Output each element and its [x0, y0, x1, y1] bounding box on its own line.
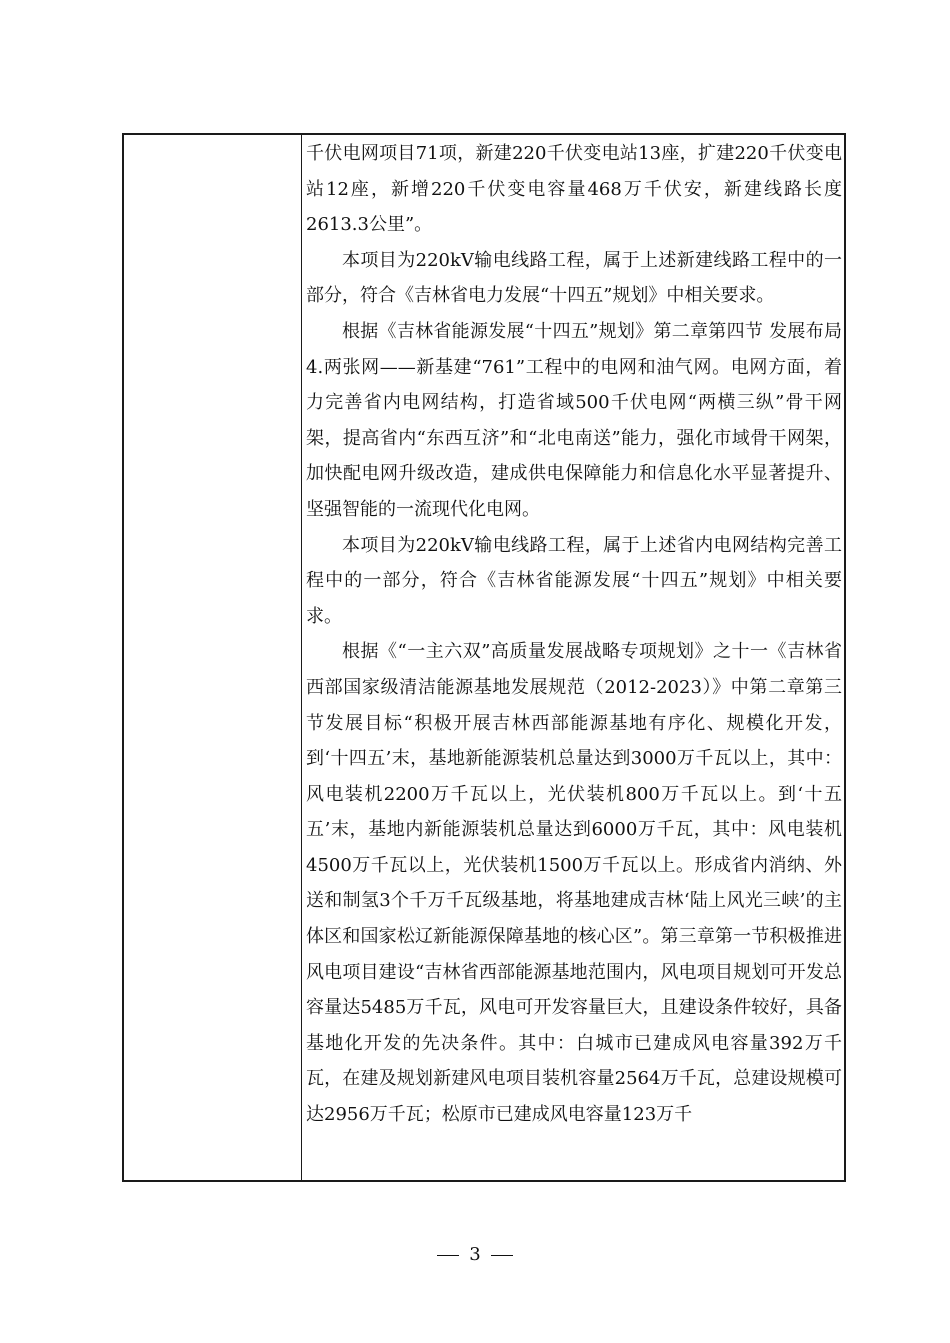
table-content-cell [306, 135, 842, 1180]
table-left-cell [124, 135, 301, 1180]
paragraph-continuation: 千伏电网项目71项，新建220千伏变电站13座，扩建220千伏变电站12座，新增220千伏变电容量468万千伏安，新建线路长度2613.3公里”。 [306, 143, 842, 236]
page-footer [0, 1244, 950, 1265]
document-table [122, 133, 846, 1182]
paragraph-energy-plan-reference: 根据《吉林省能源发展“十四五”规划》第二章第四节 发展布局 4.两张网——新基建“761”工程中的电网和油气网。电网方面，着力完善省内电网结构，打造省域500千伏电网“两横三纵”骨干网架，提高省内“东西互济”和“北电南送”能力，强化市域骨干网架，加快配电网升级改造，建成供电保障能力和信息化水平显著提升、坚强智能的一流现代化电网。 [306, 320, 842, 520]
page-number: 3 [469, 1244, 481, 1265]
paragraph-project-energy-plan: 本项目为220kV输电线路工程，属于上述省内电网结构完善工程中的一部分，符合《吉林省能源发展“十四五”规划》中相关要求。 [306, 534, 842, 627]
paragraph-western-base-plan: 根据《“一主六双”高质量发展战略专项规划》之十一《吉林省西部国家级清洁能源基地发展规范（2012-2023）》中第二章第三节发展目标“积极开展吉林西部能源基地有序化、规模化开发，到‘十四五’末，基地新能源装机总量达到3000万千瓦以上，其中：风电装机2200万千瓦以上，光伏装机800万千瓦以上。到‘十五五’末，基地内新能源装机总量达到6000万千瓦，其中：风电装机4500万千瓦以上，光伏装机1500万千瓦以上。形成省内消纳、外送和制氢3个千万千瓦级基地，将基地建成吉林‘陆上风光三峡’的主体区和国家松辽新能源保障基地的核心区”。第三章第一节积极推进风电项目建设“吉林省西部能源基地范围内，风电项目规划可开发总容量达5485万千瓦，风电可开发容量巨大，且建设条件较好，具备基地化开发的先决条件。其中：白城市已建成风电容量392万千瓦，在建及规划新建风电项目装机容量2564万千瓦，总建设规模可达2956万千瓦；松原市已建成风电容量123万千 [306, 641, 842, 1126]
paragraph-project-power-plan: 本项目为220kV输电线路工程，属于上述新建线路工程中的一部分，符合《吉林省电力发展“十四五”规划》中相关要求。 [306, 249, 842, 307]
footer-dash-right [491, 1255, 513, 1256]
column-divider [301, 135, 302, 1180]
footer-dash-left [437, 1255, 459, 1256]
